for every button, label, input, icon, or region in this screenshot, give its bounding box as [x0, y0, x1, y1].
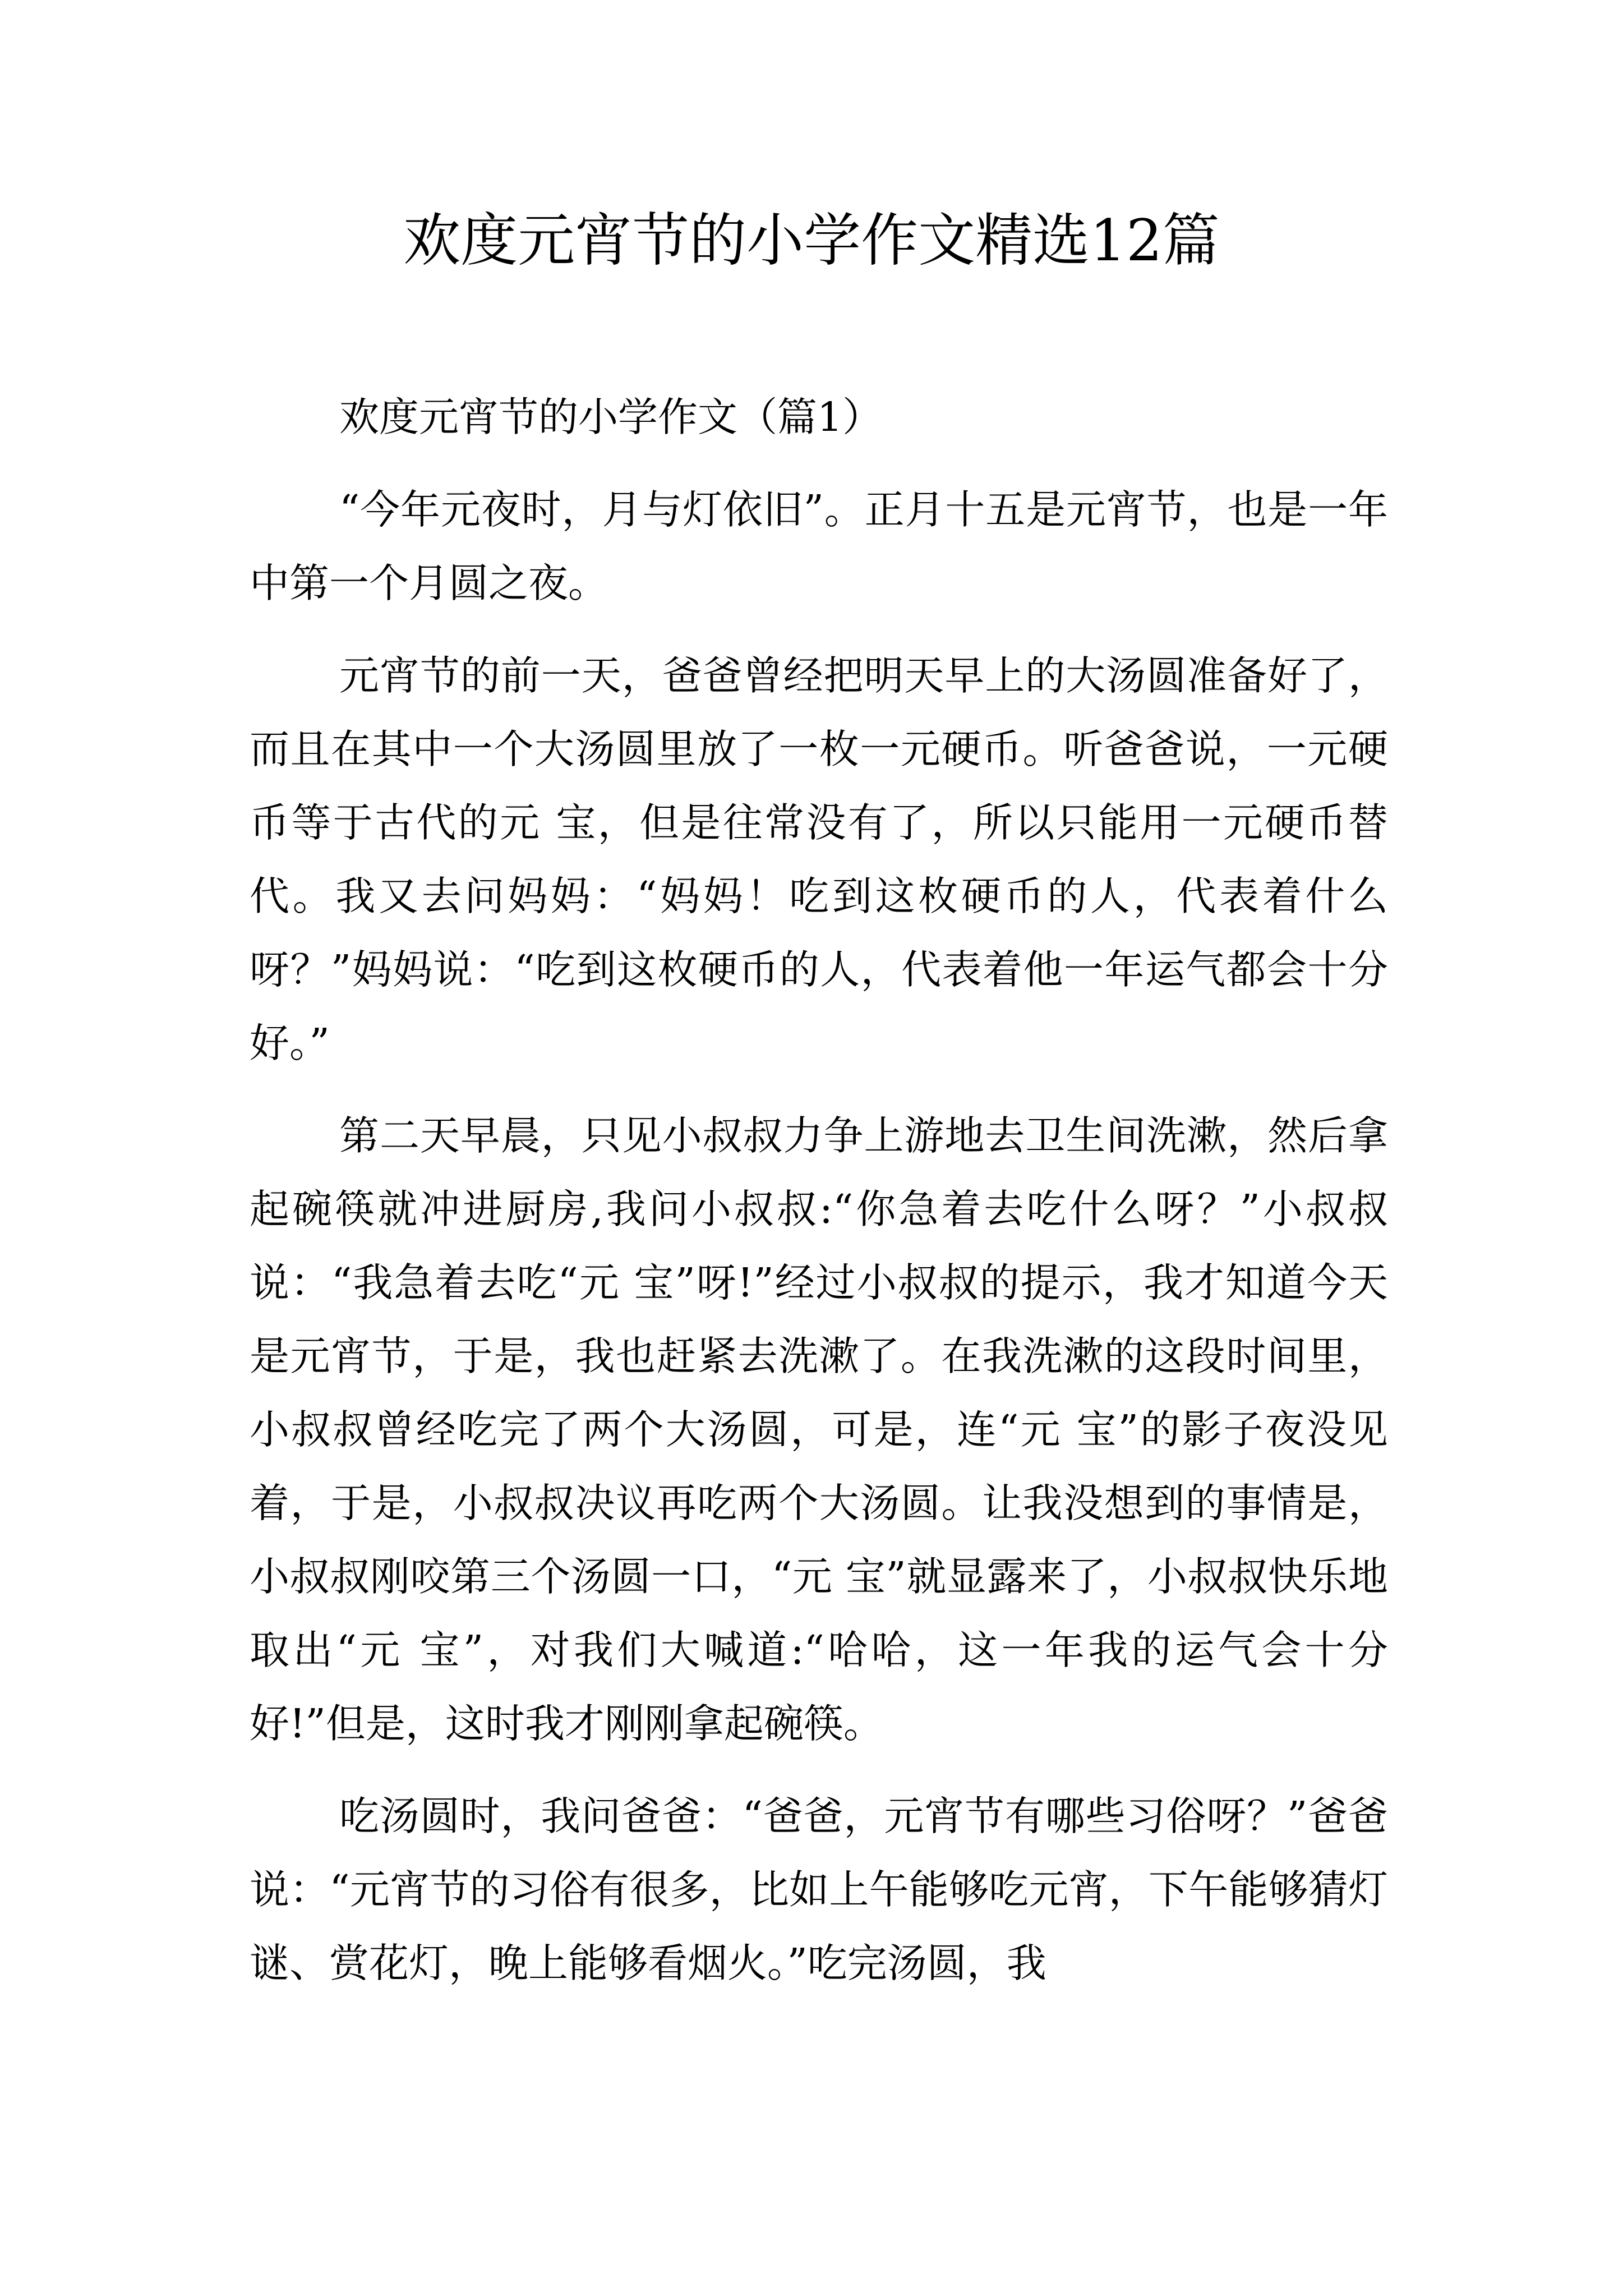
document-title: 欢度元宵节的小学作文精选12篇	[403, 208, 1220, 274]
paragraph: “今年元夜时，月与灯依旧”。正月十五是元宵节，也是一年中第一个月圆之夜。	[250, 486, 1388, 606]
paragraph: 第二天早晨，只见小叔叔力争上游地去卫生间洗漱，然后拿起碗筷就冲进厨房,我问小叔叔:“你急着去吃什么呀？”小叔叔说：“我急着去吃“元 宝”呀!”经过小叔叔的提示，我才知道今天是元宵节，于是，我也赶紧去洗漱了。在我洗漱的这段时间里，小叔叔曾经吃完了两个大汤圆，可是，连“元 宝”的影子夜没见着，于是，小叔叔决议再吃两个大汤圆。让我没想到的事情是，小叔叔刚咬第三个汤圆一口，“元 宝”就显露来了，小叔叔快乐地取出“元 宝”，对我们大喊道:“哈哈，这一年我的运气会十分好!”但是，这时我才刚刚拿起碗筷。	[250, 1112, 1388, 1747]
paragraph: 元宵节的前一天，爸爸曾经把明天早上的大汤圆准备好了，而且在其中一个大汤圆里放了一枚一元硬币。听爸爸说，一元硬币等于古代的元 宝，但是往常没有了，所以只能用一元硬币替代。我又去问妈妈：“妈妈！吃到这枚硬币的人，代表着什么呀？”妈妈说：“吃到这枚硬币的人，代表着他一年运气都会十分好。”	[250, 652, 1388, 1066]
paragraph: 吃汤圆时，我问爸爸：“爸爸，元宵节有哪些习俗呀？”爸爸说：“元宵节的习俗有很多，比如上午能够吃元宵，下午能够猜灯谜、赏花灯，晚上能够看烟火。”吃完汤圆，我	[250, 1793, 1388, 1986]
section-heading: 欢度元宵节的小学作文（篇1）	[339, 394, 883, 440]
document-body	[250, 380, 1388, 2019]
